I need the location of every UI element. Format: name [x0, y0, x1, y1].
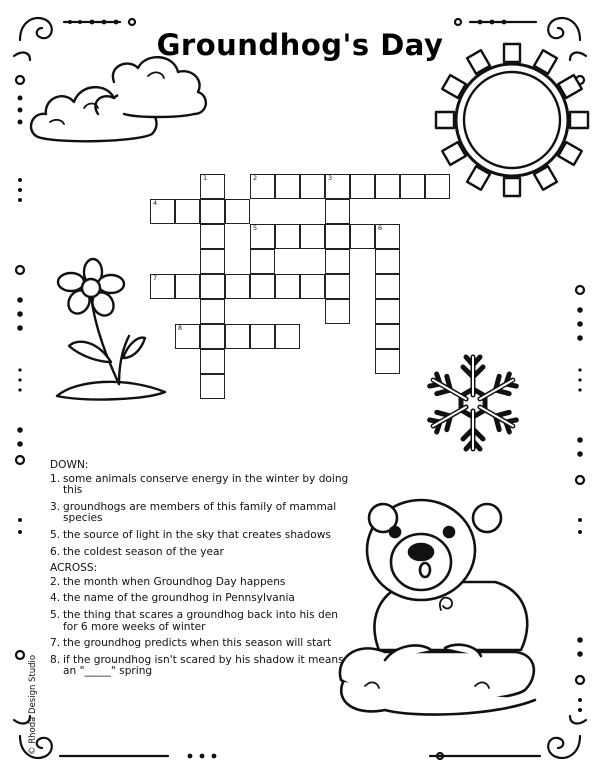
crossword-cell[interactable] [275, 174, 300, 199]
clue-number: 1 [203, 174, 208, 182]
across-clue: 7. the groundhog predicts when this season will start [50, 637, 332, 650]
crossword-cell[interactable] [400, 174, 425, 199]
clue-number: 3 [328, 174, 333, 182]
crossword-cell[interactable] [150, 274, 175, 299]
crossword-cell[interactable] [175, 274, 200, 299]
crossword-cell[interactable] [200, 224, 225, 249]
down-clue: 6. the coldest season of the year [50, 545, 224, 558]
crossword-cell[interactable] [325, 174, 350, 199]
crossword-cell[interactable] [275, 274, 300, 299]
crossword-cell[interactable] [150, 199, 175, 224]
clue-number: 4 [153, 199, 158, 207]
across-clue: 8. if the groundhog isn't scared by his shadow it means an "_____" spring [50, 653, 344, 678]
crossword-cell[interactable] [225, 199, 250, 224]
crossword-cell[interactable] [250, 249, 275, 274]
crossword-cell[interactable] [250, 174, 275, 199]
crossword-cell[interactable] [300, 274, 325, 299]
crossword-cell[interactable] [225, 274, 250, 299]
page-title: Groundhog's Day [156, 28, 444, 62]
down-clue: 1. some animals conserve energy in the winter by doing this [50, 472, 349, 497]
crossword-cell[interactable] [325, 199, 350, 224]
crossword-cell[interactable] [375, 174, 400, 199]
across-clue: 2. the month when Groundhog Day happens [50, 575, 286, 588]
clues-section [50, 460, 350, 683]
crossword-cell[interactable] [200, 199, 225, 224]
clue-number: 2 [253, 174, 258, 182]
down-clue: 3. groundhogs are members of this family of mammal species [50, 500, 337, 525]
crossword-cell[interactable] [375, 224, 400, 249]
clue-number: 7 [153, 274, 158, 282]
crossword-cell[interactable] [200, 349, 225, 374]
crossword-cell[interactable] [325, 299, 350, 324]
crossword-cell[interactable] [175, 199, 200, 224]
across-clue: 5. the thing that scares a groundhog back into his den for 6 more weeks of winter [50, 608, 338, 633]
crossword-cell[interactable] [375, 324, 400, 349]
crossword-cell[interactable] [275, 324, 300, 349]
clue-number: 5 [253, 224, 258, 232]
crossword-cell[interactable] [200, 374, 225, 399]
crossword-cell[interactable] [350, 224, 375, 249]
crossword-cell[interactable] [325, 249, 350, 274]
crossword-cell[interactable] [175, 324, 200, 349]
crossword-cell[interactable] [325, 224, 350, 249]
clue-number: 6 [378, 224, 383, 232]
crossword-cell[interactable] [250, 224, 275, 249]
clue-number: 8 [178, 324, 183, 332]
groundhog-illustration [325, 490, 545, 730]
crossword-cell[interactable] [375, 274, 400, 299]
copyright-text: © Rhoda Design Studio [28, 654, 38, 755]
crossword-cell[interactable] [300, 174, 325, 199]
crossword-cell[interactable] [350, 174, 375, 199]
crossword-cell[interactable] [300, 224, 325, 249]
crossword-cell[interactable] [200, 324, 225, 349]
crossword-cell[interactable] [200, 249, 225, 274]
crossword-cell[interactable] [375, 299, 400, 324]
crossword-cell[interactable] [375, 349, 400, 374]
down-clue: 5. the source of light in the sky that creates shadows [50, 528, 331, 541]
crossword-cell[interactable] [250, 274, 275, 299]
across-clue: 4. the name of the groundhog in Pennsylvania [50, 592, 295, 605]
crossword-cell[interactable] [325, 274, 350, 299]
crossword-cell[interactable] [275, 224, 300, 249]
down-heading: DOWN: [50, 459, 89, 471]
crossword-cell[interactable] [225, 324, 250, 349]
crossword-cell[interactable] [375, 249, 400, 274]
crossword-cell[interactable] [200, 174, 225, 199]
crossword-cell[interactable] [250, 324, 275, 349]
crossword-cell[interactable] [200, 274, 225, 299]
across-heading: ACROSS: [50, 562, 98, 575]
crossword-cell[interactable] [425, 174, 450, 199]
crossword-cell[interactable] [200, 299, 225, 324]
